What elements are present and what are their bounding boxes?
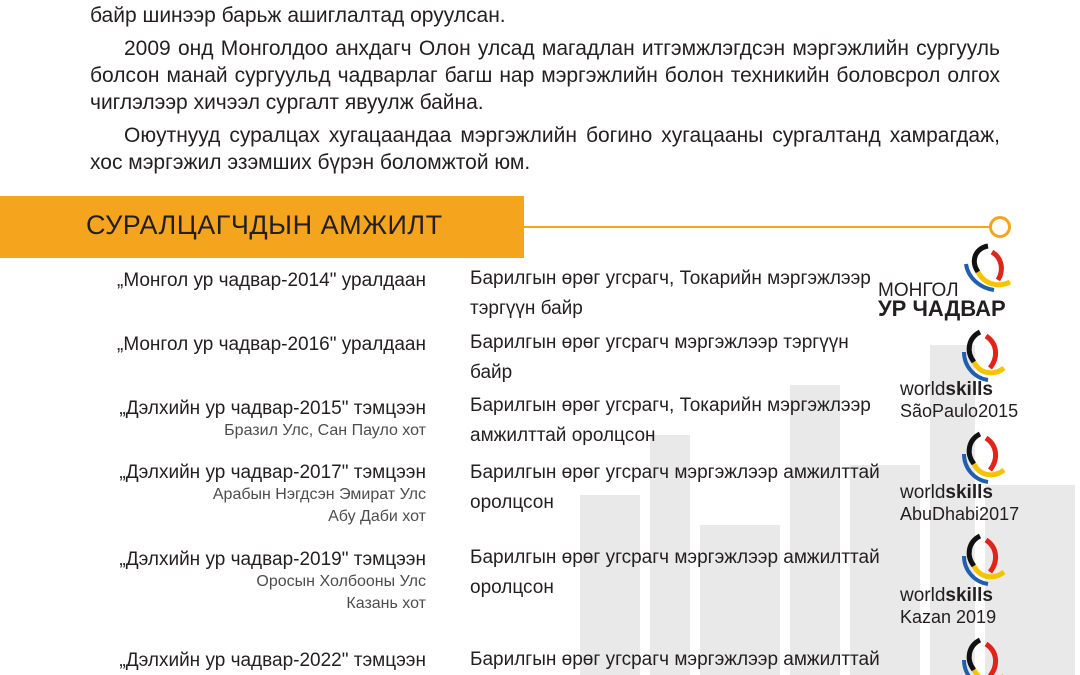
skills-swirl-icon xyxy=(958,238,1018,298)
worldskills-wordmark xyxy=(900,483,1019,524)
competition-2015 xyxy=(119,398,426,442)
skills-swirl-icon xyxy=(958,636,1008,675)
logo-text-line2: УР ЧАДВАР xyxy=(878,296,1006,321)
worldskills-skills: skills xyxy=(945,585,993,606)
worldskills-world: world xyxy=(900,482,946,503)
skills-swirl-icon xyxy=(958,532,1008,587)
intro-line: байр шинээр барьж ашиглалтад оруулсан. xyxy=(90,4,506,27)
achievement-2016: Барилгын өрөг угсрагч мэргэжлээр тэргүүн байр xyxy=(470,332,849,383)
worldskills-wordmark xyxy=(900,380,1018,421)
competition-city: Абу Даби хот xyxy=(328,508,426,525)
worldskills-2022-logo xyxy=(958,636,1018,675)
worldskills-world: world xyxy=(900,379,946,400)
competition-2022 xyxy=(119,650,426,672)
worldskills-saopaulo-logo xyxy=(900,328,1030,420)
competition-country: Оросын Холбооны Улс xyxy=(256,573,426,590)
worldskills-edition: AbuDhabi2017 xyxy=(900,504,1020,524)
achievement-2019: Барилгын өрөг угсрагч мэргэжлээр амжилттай оролцсон xyxy=(470,547,880,598)
worldskills-wordmark xyxy=(900,586,996,627)
intro-paragraph-accreditation: 2009 онд Монголдоо анхдагч Олон улсад магадлан итгэмжлэгдсэн мэргэжлийн сургууль болсон манай сургуульд чадварлаг багш нар мэргэжлийн болон техникийн боловсрол олгох чиглэлээр хичээл сургалт явуулж байна. xyxy=(90,37,1000,114)
competition-2017 xyxy=(119,462,426,528)
mongol-ur-chadvar-logo xyxy=(870,238,1020,322)
achievement-2022: Барилгын өрөг угсрагч мэргэжлээр амжилттай xyxy=(470,649,880,670)
competition-name: „Монгол ур чадвар-2014" уралдаан xyxy=(117,270,426,291)
skills-swirl-icon xyxy=(958,430,1008,485)
section-divider-line xyxy=(524,226,992,228)
competition-name: „Дэлхийн ур чадвар-2022" тэмцээн xyxy=(119,650,426,671)
competition-2019 xyxy=(119,549,426,615)
competition-name: „Дэлхийн ур чадвар-2019" тэмцээн xyxy=(119,549,426,570)
section-divider-dot-icon xyxy=(989,216,1011,238)
skills-swirl-icon xyxy=(958,328,1008,383)
section-title: СУРАЛЦАГЧДЫН АМЖИЛТ xyxy=(86,210,443,240)
competition-country: Арабын Нэгдсэн Эмират Улс xyxy=(212,486,426,503)
achievement-2015: Барилгын өрөг угсрагч, Токарийн мэргэжлээр амжилттай оролцсон xyxy=(470,395,871,446)
worldskills-edition: Kazan 2019 xyxy=(900,607,997,627)
worldskills-abudhabi-logo xyxy=(900,430,1040,522)
competition-location: Бразил Улс, Сан Пауло хот xyxy=(224,422,426,439)
worldskills-skills: skills xyxy=(945,482,993,503)
worldskills-skills: skills xyxy=(945,379,993,400)
logo-text-line1: МОНГОЛ xyxy=(878,280,959,301)
achievement-2014: Барилгын өрөг угсрагч, Токарийн мэргэжлээр тэргүүн байр xyxy=(470,268,871,319)
competition-name: „Дэлхийн ур чадвар-2015" тэмцээн xyxy=(119,398,426,419)
worldskills-world: world xyxy=(900,585,946,606)
worldskills-kazan-logo xyxy=(900,532,1030,627)
competition-name: „Монгол ур чадвар-2016" уралдаан xyxy=(117,334,426,355)
competition-2014 xyxy=(117,270,426,292)
competition-name: „Дэлхийн ур чадвар-2017" тэмцээн xyxy=(119,462,426,483)
achievement-2017: Барилгын өрөг угсрагч мэргэжлээр амжилттай оролцсон xyxy=(470,462,880,513)
worldskills-edition: SãoPaulo2015 xyxy=(900,401,1019,421)
intro-text xyxy=(90,0,1000,182)
competition-2016 xyxy=(117,334,426,356)
competition-city: Казань хот xyxy=(346,595,426,612)
intro-paragraph-students: Оюутнууд суралцах хугацаандаа мэргэжлийн богино хугацааны сургалтанд хамрагдаж, хос мэргэжил эзэмших бүрэн боломжтой юм. xyxy=(90,124,1000,174)
